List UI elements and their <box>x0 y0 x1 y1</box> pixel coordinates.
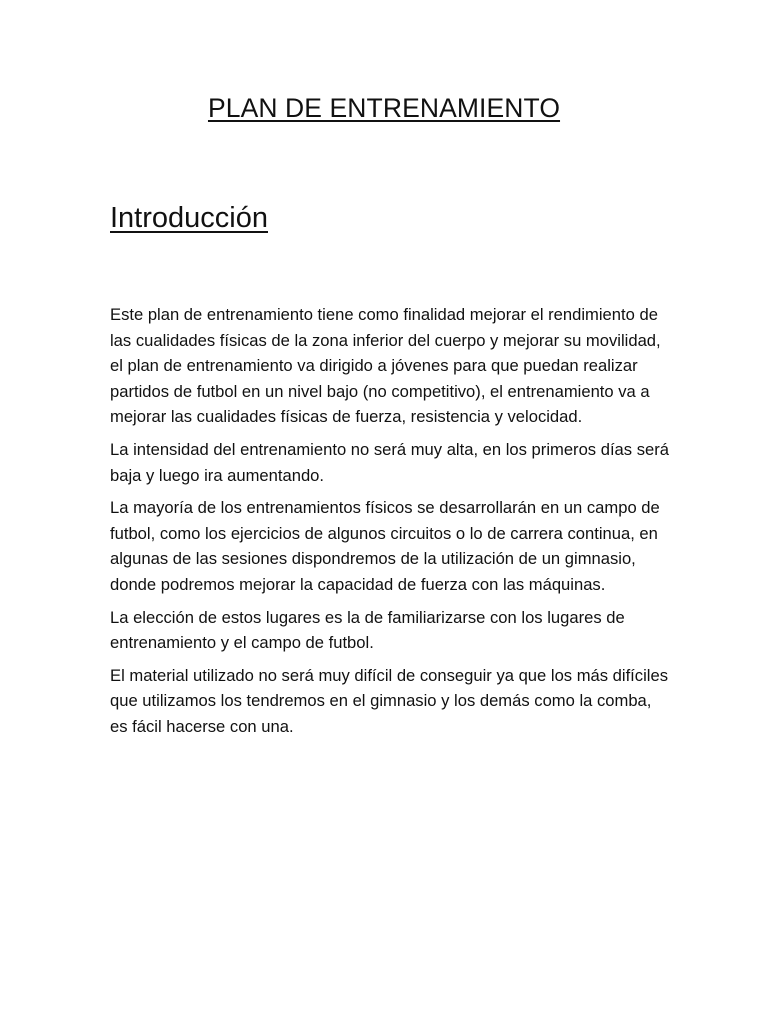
section-heading-introduccion: Introducción <box>110 202 268 234</box>
body-text <box>110 302 670 747</box>
paragraph: El material utilizado no será muy difícil de conseguir ya que los más difíciles que utilizamos los tendremos en el gimnasio y los demás como la comba, es fácil hacerse con una. <box>110 665 668 736</box>
paragraph: La mayoría de los entrenamientos físicos se desarrollarán en un campo de futbol, como los ejercicios de algunos circuitos o lo de carrera continua, en algunas de las sesiones dispondremos de la utilización de un gimnasio, donde podremos mejorar la capacidad de fuerza con las máquinas. <box>110 498 660 594</box>
paragraph: Este plan de entrenamiento tiene como finalidad mejorar el rendimiento de las cualidades físicas de la zona inferior del cuerpo y mejorar su movilidad, el plan de entrenamiento va dirigido a jóvenes para que puedan realizar partidos de futbol en un nivel bajo (no competitivo), el entrenamiento va a mejorar las cualidades físicas de fuerza, resistencia y velocidad. <box>110 305 661 427</box>
paragraph: La intensidad del entrenamiento no será muy alta, en los primeros días será baja y luego ira aumentando. <box>110 439 669 485</box>
document-title: PLAN DE ENTRENAMIENTO <box>207 93 561 123</box>
paragraph: La elección de estos lugares es la de familiarizarse con los lugares de entrenamiento y el campo de futbol. <box>110 607 625 653</box>
